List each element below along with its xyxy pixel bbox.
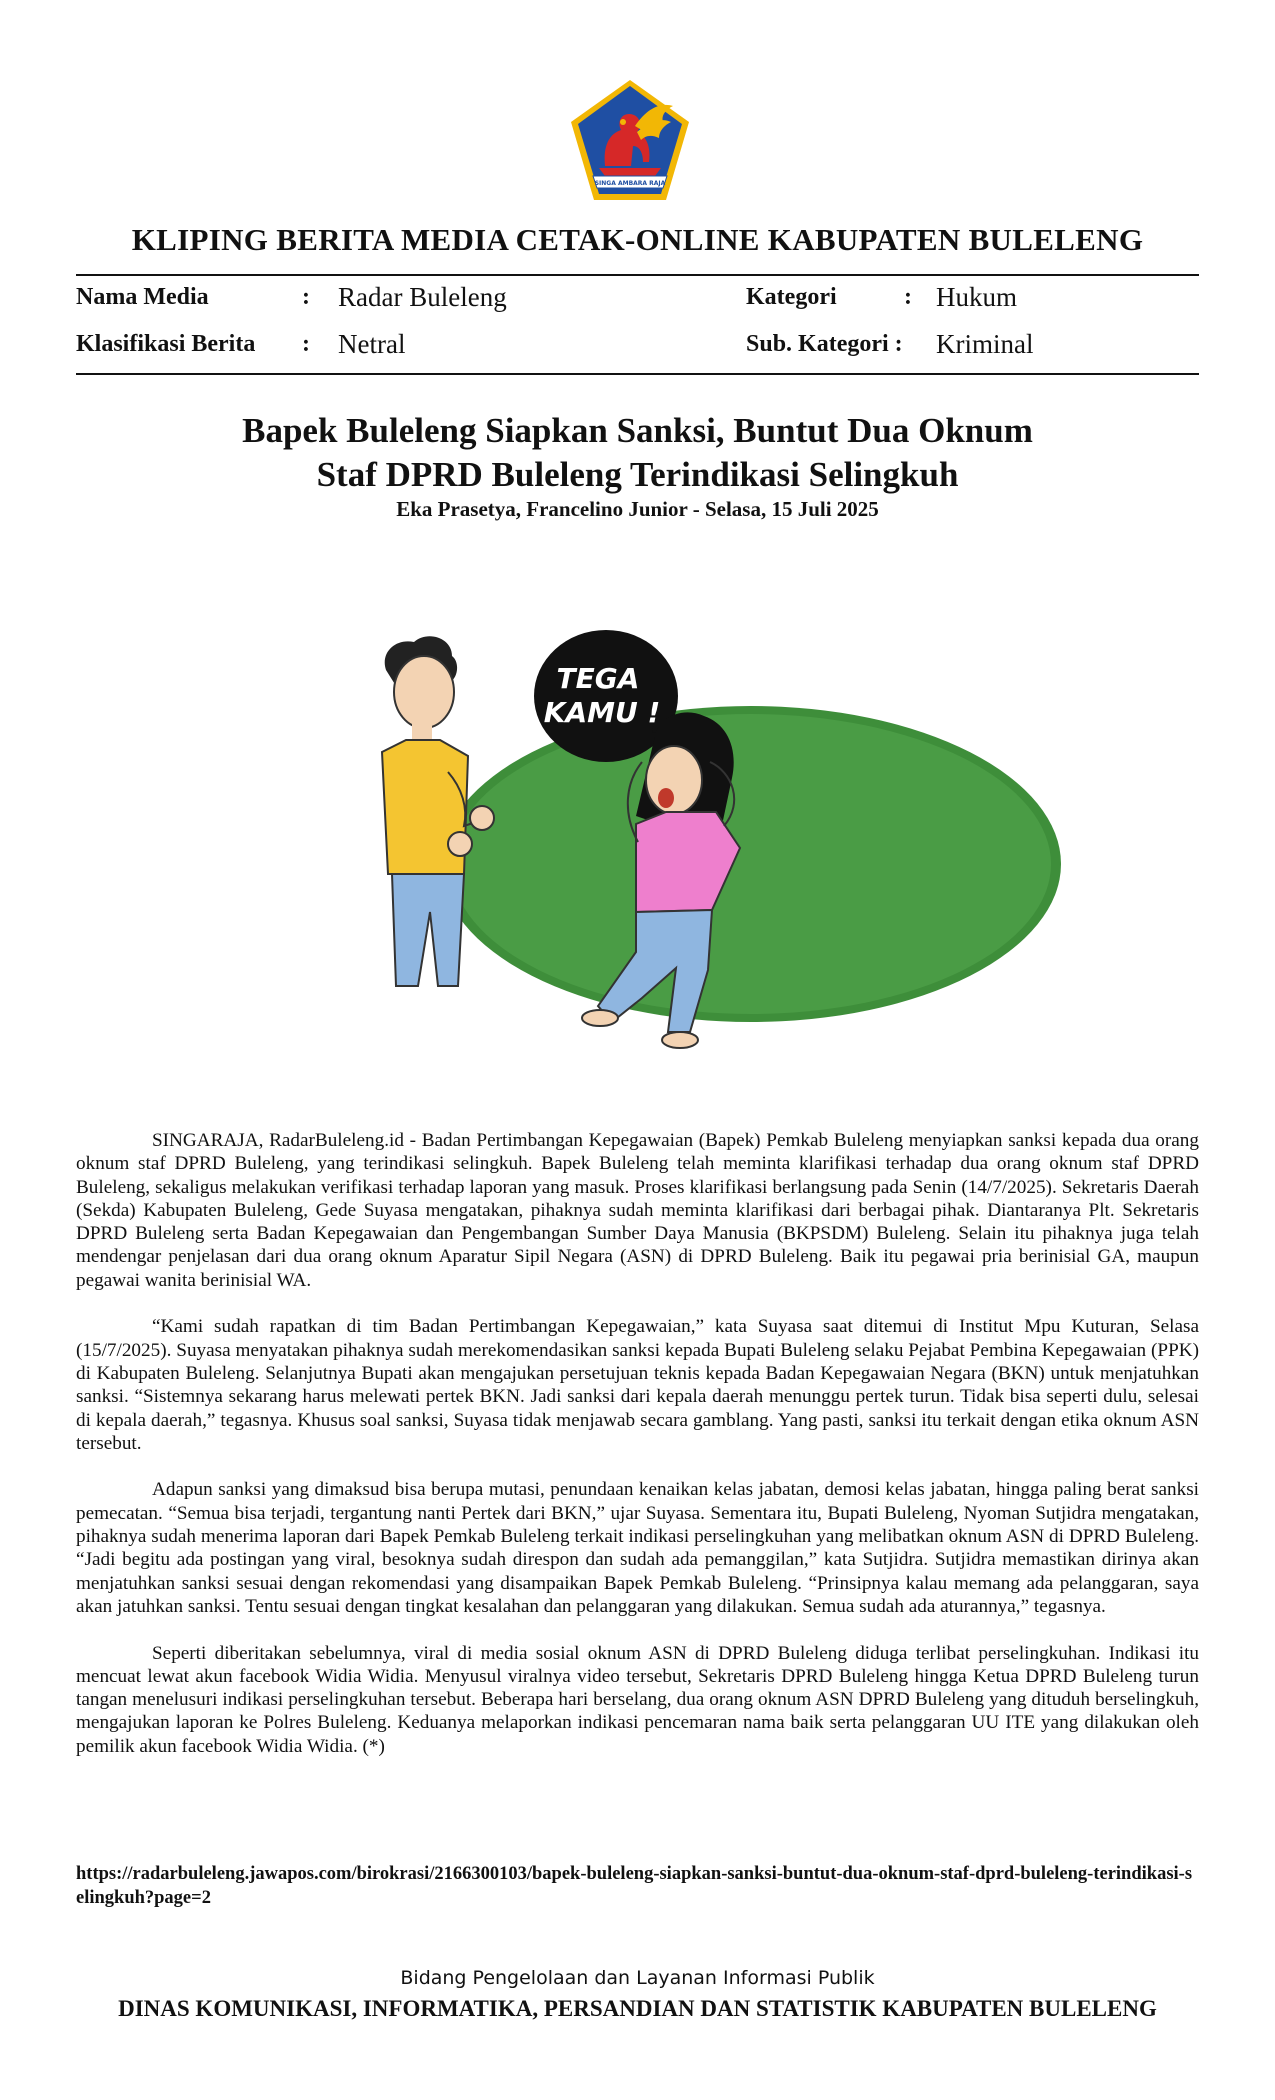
headline-line-2: Staf DPRD Buleleng Terindikasi Selingkuh [316, 455, 959, 494]
top-divider [76, 274, 1199, 276]
kategori-label: Kategori [746, 284, 837, 310]
subkategori-label: Sub. Kategori : [746, 331, 903, 357]
subkategori-value: Kriminal [936, 329, 1034, 359]
media-label: Nama Media [76, 284, 209, 310]
page-title: KLIPING BERITA MEDIA CETAK-ONLINE KABUPATEN BULELENG [131, 222, 1144, 257]
klasifikasi-value: Netral [338, 329, 406, 359]
article-paragraph-4: Seperti diberitakan sebelumnya, viral di media sosial oknum ASN di DPRD Buleleng diduga terlibat perselingkuhan. Indikasi itu mencuat lewat akun facebook Widia Widia. Menyusul viralnya video tersebut, Sekretaris DPRD Buleleng hingga Ketua DPRD Buleleng turun tangan menelusuri indikasi perselingkuhan tersebut. Beberapa hari berselang, dua orang oknum ASN DPRD Buleleng yang dituduh berselingkuh, mengajukan laporan ke Polres Buleleng. Keduanya melaporkan indikasi pencemaran nama baik serta pelanggaran UU ITE yang dilakukan oleh pemilik akun facebook Widia Widia. (*) [76, 1642, 1199, 1757]
couple-argument-illustration [336, 612, 1116, 1070]
footer-division: Bidang Pengelolaan dan Layanan Informasi Publik [400, 1967, 875, 1989]
kategori-colon: : [904, 284, 912, 310]
media-colon: : [302, 284, 310, 310]
kategori-value: Hukum [936, 282, 1017, 312]
klasifikasi-colon: : [302, 331, 310, 357]
buleleng-emblem-logo [565, 76, 695, 204]
source-url-link[interactable]: https://radarbuleleng.jawapos.com/birokrasi/2166300103/bapek-buleleng-siapkan-sanksi-buntut-dua-oknum-staf-dprd-buleleng-terindikasi-selingkuh?page=2 [76, 1864, 1193, 1908]
footer-agency: DINAS KOMUNIKASI, INFORMATIKA, PERSANDIAN DAN STATISTIK KABUPATEN BULELENG [118, 1996, 1157, 2021]
byline: Eka Prasetya, Francelino Junior - Selasa, 15 Juli 2025 [396, 497, 879, 521]
media-value: Radar Buleleng [338, 282, 507, 312]
speech-text-line-1: TEGA [556, 662, 640, 695]
logo-motto: SINGA AMBARA RAJA [594, 180, 666, 187]
article-paragraph-2: “Kami sudah rapatkan di tim Badan Pertimbangan Kepegawaian,” kata Suyasa saat ditemui di Institut Mpu Kuturan, Selasa (15/7/2025). Suyasa menyatakan pihaknya sudah merekomendasikan sanksi kepada Bupati Buleleng selaku Pejabat Pembina Kepegawaian (PPK) di Kabupaten Buleleng. Selanjutnya Bupati akan mengajukan persetujuan teknis kepada Badan Kepegawaian Negara (BKN) untuk menjatuhkan sanksi. “Sistemnya sekarang harus melewati pertek BKN. Jadi sanksi dari kepala daerah menunggu pertek turun. Tidak bisa seperti dulu, selesai di kepala daerah,” tegasnya. Khusus soal sanksi, Suyasa tidak menjawab secara gamblang. Yang pasti, sanksi itu terkait dengan etika oknum ASN tersebut. [76, 1316, 1199, 1454]
headline-line-1: Bapek Buleleng Siapkan Sanksi, Buntut Dua Oknum [242, 411, 1033, 450]
speech-text-line-2: KAMU ! [543, 696, 661, 729]
meta-bottom-divider [76, 373, 1199, 375]
article-paragraph-3: Adapun sanksi yang dimaksud bisa berupa mutasi, penundaan kenaikan kelas jabatan, demosi kelas jabatan, hingga paling berat sanksi pemecatan. “Semua bisa terjadi, tergantung nanti Pertek dari BKN,” ujar Suyasa. Sementara itu, Bupati Buleleng, Nyoman Sutjidra mengatakan, pihaknya sudah menerima laporan dari Bapek Pemkab Buleleng terkait indikasi perselingkuhan yang melibatkan oknum ASN di DPRD Buleleng. “Jadi begitu ada postingan yang viral, besoknya sudah direspon dan sudah ada pemanggilan,” kata Sutjidra. Sutjidra memastikan dirinya akan menjatuhkan sanksi sesuai dengan rekomendasi yang disampaikan Bapek Pemkab Buleleng. “Prinsipnya kalau memang ada pelanggaran, saya akan jatuhkan sanksi. Tentu sesuai dengan tingkat kesalahan dan pelanggaran yang dilakukan. Semua sudah ada aturannya,” tegasnya. [76, 1479, 1199, 1617]
article-paragraph-1: SINGARAJA, RadarBuleleng.id - Badan Pertimbangan Kepegawaian (Bapek) Pemkab Buleleng menyiapkan sanksi kepada dua orang oknum staf DPRD Buleleng, yang terindikasi selingkuh. Bapek Buleleng telah meminta klarifikasi terhadap dua orang oknum staf DPRD Buleleng, sekaligus melakukan verifikasi terhadap laporan yang masuk. Proses klarifikasi berlangsung pada Senin (14/7/2025). Sekretaris Daerah (Sekda) Kabupaten Buleleng, Gede Suyasa mengatakan, pihaknya sudah meminta klarifikasi dari berbagai pihak. Diantaranya Plt. Sekretaris DPRD Buleleng serta Badan Kepegawaian dan Pengembangan Sumber Daya Manusia (BKPSDM) Buleleng. Selain itu pihaknya juga telah mendengar penjelasan dari dua orang oknum Aparatur Sipil Negara (ASN) di DPRD Buleleng. Baik itu pegawai pria berinisial GA, maupun pegawai wanita berinisial WA. [76, 1130, 1199, 1291]
article-body [76, 1129, 1199, 1781]
klasifikasi-label: Klasifikasi Berita [76, 331, 256, 357]
